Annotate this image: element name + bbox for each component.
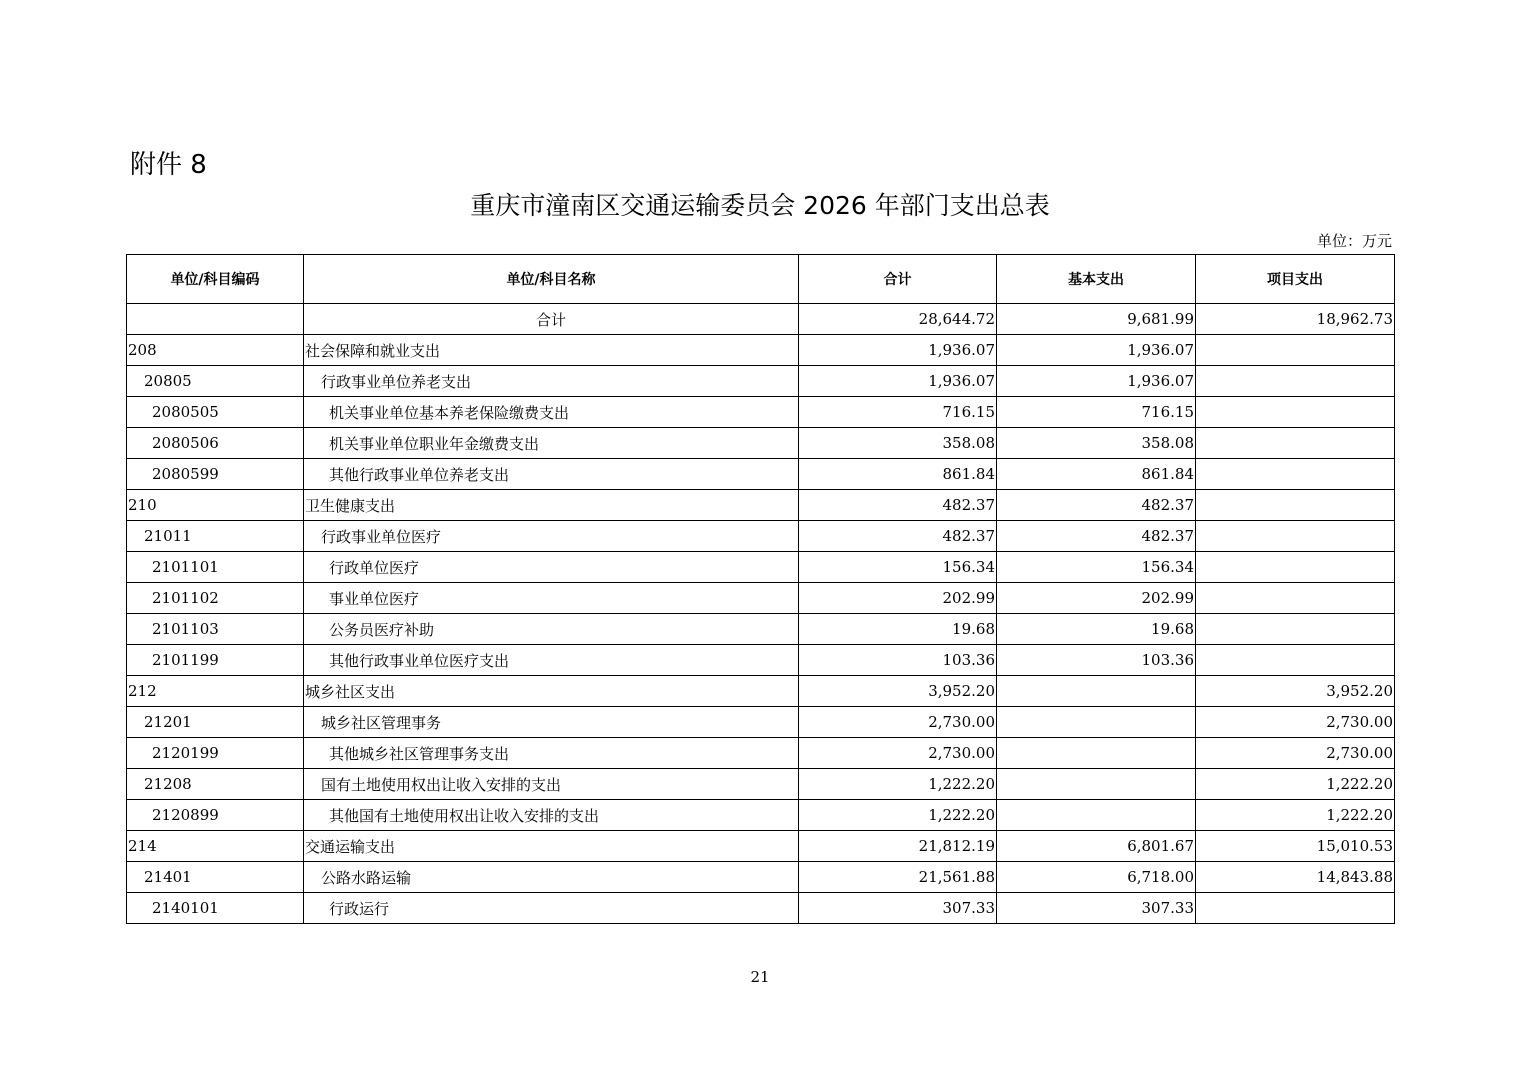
cell-project: 18,962.73 [1196,304,1395,335]
page-title: 重庆市潼南区交通运输委员会 2026 年部门支出总表 [470,191,1050,220]
cell-name: 机关事业单位基本养老保险缴费支出 [304,397,799,428]
cell-total: 861.84 [799,459,997,490]
table-header-row [127,255,1395,304]
table-row [127,645,1395,676]
header-name: 单位/科目名称 [304,255,799,304]
cell-name: 其他行政事业单位医疗支出 [304,645,799,676]
cell-project [1196,521,1395,552]
cell-project: 3,952.20 [1196,676,1395,707]
cell-basic: 716.15 [997,397,1196,428]
cell-total: 21,561.88 [799,862,997,893]
cell-name: 行政单位医疗 [304,552,799,583]
cell-code: 2101199 [127,645,304,676]
table-row [127,521,1395,552]
cell-project [1196,583,1395,614]
cell-basic: 103.36 [997,645,1196,676]
cell-total: 482.37 [799,490,997,521]
cell-name: 合计 [304,304,799,335]
cell-basic: 9,681.99 [997,304,1196,335]
cell-code: 21208 [127,769,304,800]
cell-total: 1,222.20 [799,769,997,800]
cell-name: 行政事业单位医疗 [304,521,799,552]
cell-project: 14,843.88 [1196,862,1395,893]
table-row [127,738,1395,769]
cell-code: 2101103 [127,614,304,645]
attachment-label: 附件 8 [130,150,207,180]
cell-project [1196,490,1395,521]
cell-name: 交通运输支出 [304,831,799,862]
cell-total: 28,644.72 [799,304,997,335]
cell-basic [997,707,1196,738]
expenditure-table [126,254,1395,924]
cell-basic: 482.37 [997,490,1196,521]
cell-project [1196,645,1395,676]
cell-code: 21011 [127,521,304,552]
cell-total: 19.68 [799,614,997,645]
table-row [127,304,1395,335]
cell-basic [997,769,1196,800]
cell-name: 行政事业单位养老支出 [304,366,799,397]
cell-basic: 861.84 [997,459,1196,490]
cell-total: 1,222.20 [799,800,997,831]
header-total: 合计 [799,255,997,304]
cell-basic: 1,936.07 [997,366,1196,397]
cell-code: 2080506 [127,428,304,459]
cell-code: 21201 [127,707,304,738]
cell-name: 城乡社区支出 [304,676,799,707]
table-row [127,428,1395,459]
cell-name: 公路水路运输 [304,862,799,893]
cell-name: 事业单位医疗 [304,583,799,614]
table-row [127,614,1395,645]
cell-basic: 6,718.00 [997,862,1196,893]
cell-project: 1,222.20 [1196,769,1395,800]
cell-name: 其他国有土地使用权出让收入安排的支出 [304,800,799,831]
table-row [127,366,1395,397]
cell-basic: 156.34 [997,552,1196,583]
cell-code: 2120899 [127,800,304,831]
cell-total: 156.34 [799,552,997,583]
cell-code: 2140101 [127,893,304,924]
cell-name: 行政运行 [304,893,799,924]
header-basic: 基本支出 [997,255,1196,304]
cell-project [1196,428,1395,459]
table-row [127,769,1395,800]
cell-basic: 202.99 [997,583,1196,614]
cell-code: 208 [127,335,304,366]
cell-project [1196,397,1395,428]
table-row [127,397,1395,428]
table-row [127,459,1395,490]
cell-name: 卫生健康支出 [304,490,799,521]
cell-name: 其他城乡社区管理事务支出 [304,738,799,769]
unit-label: 单位：万元 [1316,232,1392,250]
table-row [127,893,1395,924]
cell-project: 15,010.53 [1196,831,1395,862]
cell-name: 机关事业单位职业年金缴费支出 [304,428,799,459]
table-row [127,831,1395,862]
cell-basic [997,676,1196,707]
cell-total: 1,936.07 [799,335,997,366]
cell-code: 2101101 [127,552,304,583]
table-row [127,490,1395,521]
cell-project [1196,552,1395,583]
cell-project [1196,335,1395,366]
cell-code: 2101102 [127,583,304,614]
cell-project [1196,459,1395,490]
cell-name: 其他行政事业单位养老支出 [304,459,799,490]
cell-total: 716.15 [799,397,997,428]
cell-total: 482.37 [799,521,997,552]
cell-name: 城乡社区管理事务 [304,707,799,738]
cell-code: 21401 [127,862,304,893]
cell-total: 202.99 [799,583,997,614]
table-row [127,707,1395,738]
cell-total: 103.36 [799,645,997,676]
cell-basic: 6,801.67 [997,831,1196,862]
header-code: 单位/科目编码 [127,255,304,304]
cell-code: 2080599 [127,459,304,490]
cell-project [1196,614,1395,645]
cell-code: 2080505 [127,397,304,428]
cell-code [127,304,304,335]
table-row [127,335,1395,366]
cell-basic [997,800,1196,831]
cell-total: 307.33 [799,893,997,924]
cell-code: 212 [127,676,304,707]
cell-basic [997,738,1196,769]
cell-basic: 307.33 [997,893,1196,924]
cell-name: 国有土地使用权出让收入安排的支出 [304,769,799,800]
cell-name: 社会保障和就业支出 [304,335,799,366]
cell-project [1196,893,1395,924]
cell-basic: 482.37 [997,521,1196,552]
cell-total: 2,730.00 [799,738,997,769]
cell-code: 214 [127,831,304,862]
cell-total: 2,730.00 [799,707,997,738]
table-row [127,862,1395,893]
cell-project: 1,222.20 [1196,800,1395,831]
cell-code: 2120199 [127,738,304,769]
cell-total: 21,812.19 [799,831,997,862]
table-row [127,800,1395,831]
cell-code: 20805 [127,366,304,397]
table-body [127,304,1395,924]
cell-project: 2,730.00 [1196,738,1395,769]
cell-name: 公务员医疗补助 [304,614,799,645]
cell-project [1196,366,1395,397]
cell-code: 210 [127,490,304,521]
cell-project: 2,730.00 [1196,707,1395,738]
cell-total: 1,936.07 [799,366,997,397]
cell-total: 3,952.20 [799,676,997,707]
cell-basic: 358.08 [997,428,1196,459]
table-row [127,676,1395,707]
table-row [127,583,1395,614]
header-project: 项目支出 [1196,255,1395,304]
page-number: 21 [750,968,770,986]
cell-basic: 1,936.07 [997,335,1196,366]
cell-total: 358.08 [799,428,997,459]
table-row [127,552,1395,583]
cell-basic: 19.68 [997,614,1196,645]
